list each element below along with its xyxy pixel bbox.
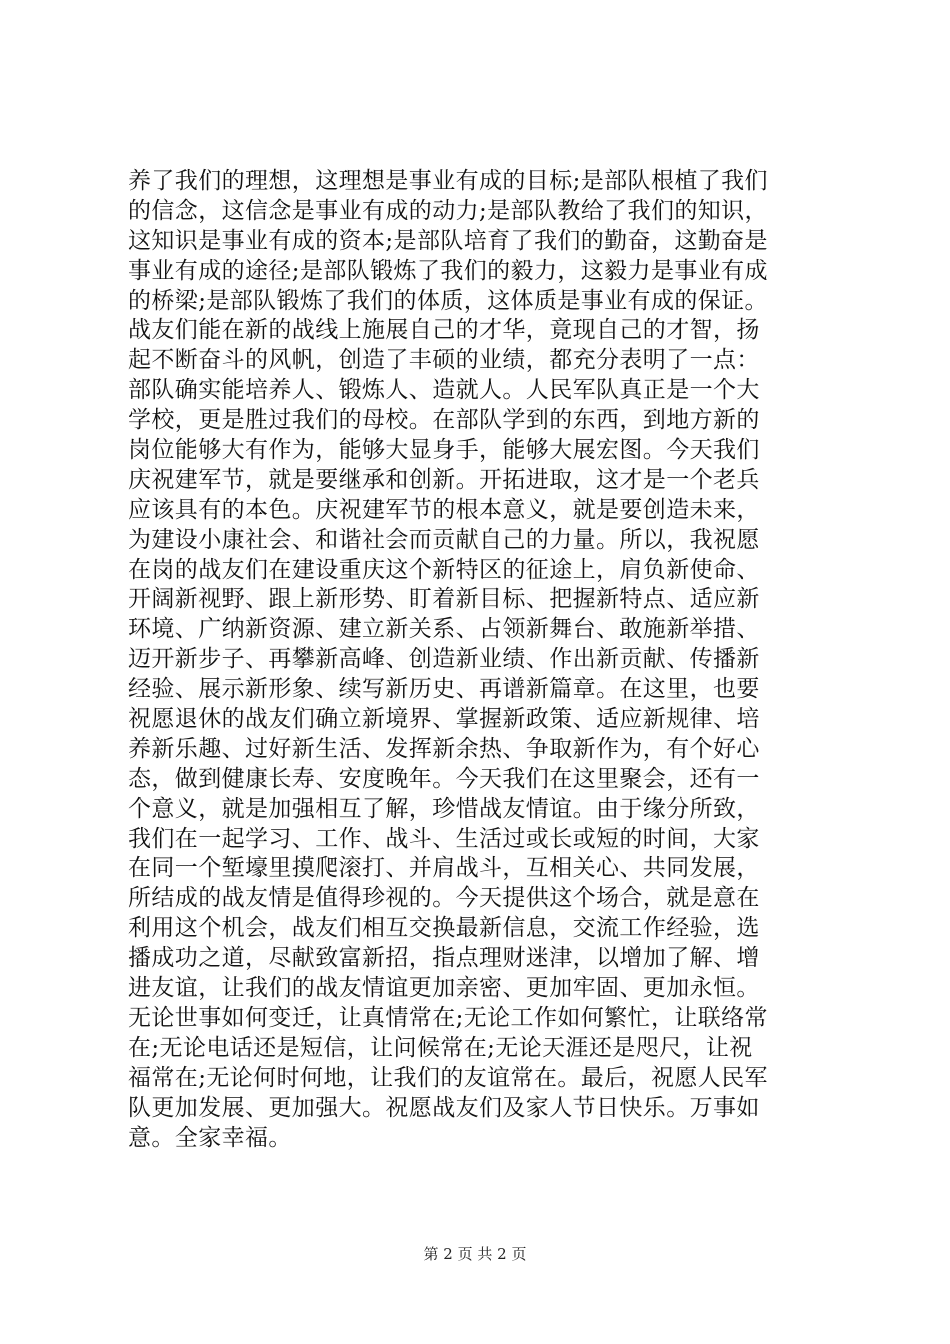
text-line: 祝愿退休的战友们确立新境界、掌握新政策、适应新规律、培 (128, 706, 760, 733)
text-line: 我们在一起学习、工作、战斗、生活过或长或短的时间，大家 (128, 825, 760, 852)
text-line: 庆祝建军节，就是要继承和创新。开拓进取，这才是一个老兵 (128, 466, 760, 493)
text-line: 在岗的战友们在建设重庆这个新特区的征途上，肩负新使命、 (128, 556, 760, 583)
text-line: 环境、广纳新资源、建立新关系、占领新舞台、敢施新举措、 (128, 616, 760, 643)
text-line: 部队确实能培养人、锻炼人、造就人。人民军队真正是一个大 (128, 377, 760, 404)
text-line: 意。全家幸福。 (128, 1124, 292, 1151)
text-line: 队更加发展、更加强大。祝愿战友们及家人节日快乐。万事如 (128, 1094, 760, 1121)
body-text (128, 167, 828, 1153)
text-line: 起不断奋斗的风帆，创造了丰硕的业绩，都充分表明了一点： (128, 347, 760, 374)
text-line: 的桥梁;是部队锻炼了我们的体质，这体质是事业有成的保证。 (128, 287, 768, 314)
text-line: 岗位能够大有作为，能够大显身手，能够大展宏图。今天我们 (128, 437, 760, 464)
text-line: 学校，更是胜过我们的母校。在部队学到的东西，到地方新的 (128, 407, 760, 434)
text-line: 战友们能在新的战线上施展自己的才华，竟现自己的才智，扬 (128, 317, 760, 344)
text-line: 所结成的战友情是值得珍视的。今天提供这个场合，就是意在 (128, 885, 760, 912)
text-line: 在;无论电话还是短信，让问候常在;无论天涯还是咫尺，让祝 (128, 1034, 753, 1061)
text-line: 养新乐趣、过好新生活、发挥新余热、争取新作为，有个好心 (128, 735, 760, 762)
page-number-footer: 第 2 页 共 2 页 (423, 1245, 527, 1263)
text-line: 这知识是事业有成的资本;是部队培育了我们的勤奋，这勤奋是 (128, 227, 768, 254)
text-line: 福常在;无论何时何地，让我们的友谊常在。最后，祝愿人民军 (128, 1064, 768, 1091)
text-line: 态，做到健康长寿、安度晚年。今天我们在这里聚会，还有一 (128, 765, 760, 792)
text-line: 的信念，这信念是事业有成的动力;是部队教给了我们的知识， (128, 197, 768, 224)
text-line: 开阔新视野、跟上新形势、盯着新目标、把握新特点、适应新 (128, 586, 760, 613)
text-line: 养了我们的理想，这理想是事业有成的目标;是部队根植了我们 (128, 168, 768, 194)
text-line: 在同一个堑壕里摸爬滚打、并肩战斗，互相关心、共同发展， (128, 855, 760, 882)
text-line: 应该具有的本色。庆祝建军节的根本意义，就是要创造未来， (128, 496, 760, 523)
text-line: 进友谊，让我们的战友情谊更加亲密、更加牢固、更加永恒。 (128, 975, 760, 1002)
text-line: 个意义，就是加强相互了解，珍惜战友情谊。由于缘分所致， (128, 795, 760, 822)
text-line: 经验、展示新形象、续写新历史、再谱新篇章。在这里，也要 (128, 676, 760, 703)
text-line: 利用这个机会，战友们相互交换最新信息，交流工作经验，选 (128, 915, 760, 942)
text-line: 事业有成的途径;是部队锻炼了我们的毅力，这毅力是事业有成 (128, 257, 768, 284)
text-line: 迈开新步子、再攀新高峰、创造新业绩、作出新贡献、传播新 (128, 646, 760, 673)
text-line: 播成功之道，尽献致富新招，指点理财迷津，以增加了解、增 (128, 945, 760, 972)
text-line: 无论世事如何变迁，让真情常在;无论工作如何繁忙，让联络常 (128, 1004, 768, 1031)
text-line: 为建设小康社会、和谐社会而贡献自己的力量。所以，我祝愿 (128, 526, 760, 553)
